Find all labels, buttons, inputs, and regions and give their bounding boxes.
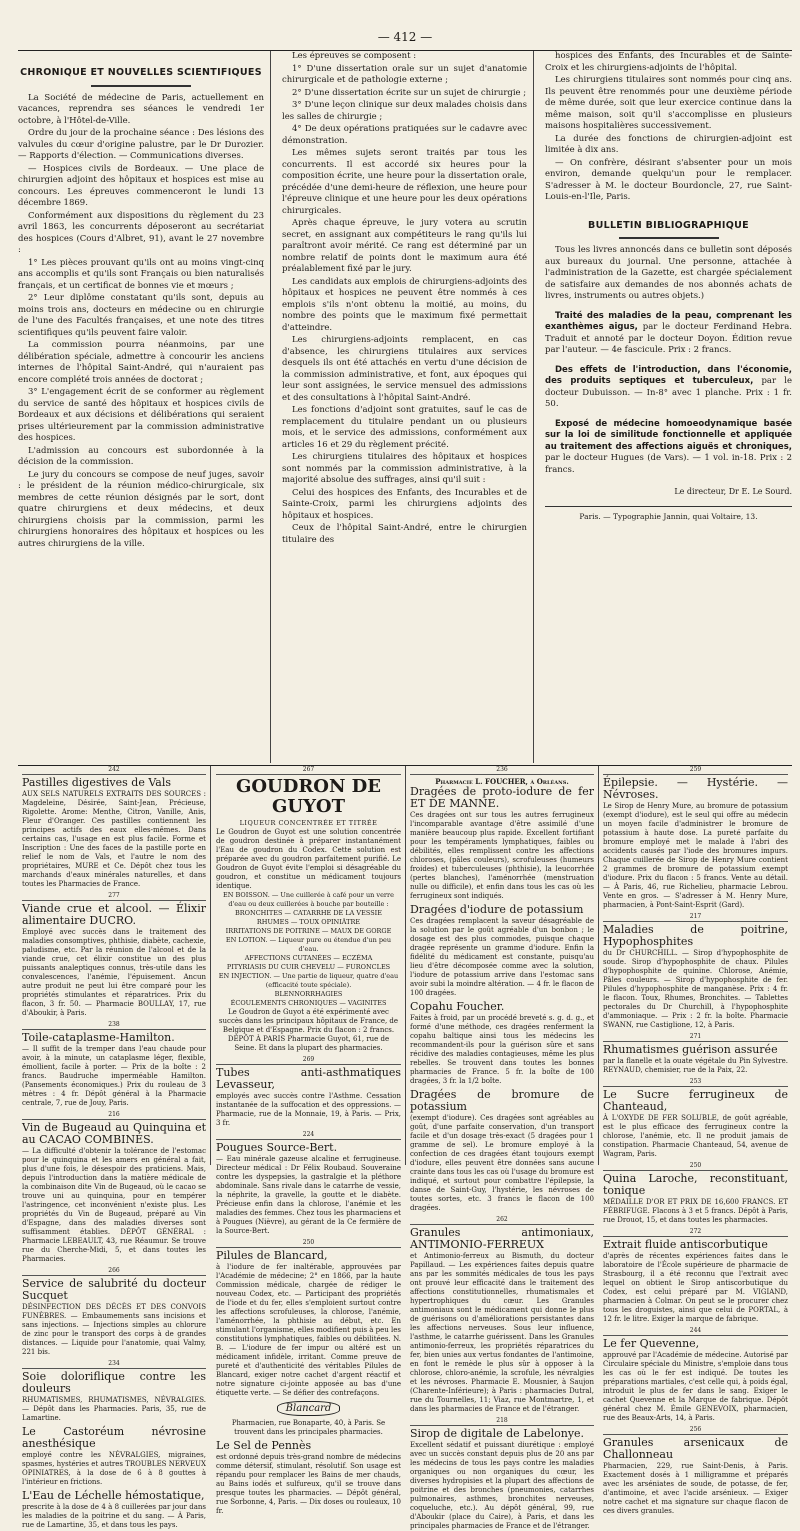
ad-title: Service de salubrité du docteur Sucquet: [22, 1277, 206, 1302]
ad-number: 238: [22, 1021, 206, 1030]
column-3: [539, 51, 792, 763]
ad-list-line: BLENNORRHAGIES: [274, 990, 343, 998]
printer-line: Paris. — Typographie Jannin, quai Voltaire, 13.: [545, 506, 792, 523]
advertisement: [22, 1267, 206, 1357]
paragraph: Les fonctions d'adjoint sont gratuites, sauf le cas de remplacement du titulaire pendant un ou plusieurs mois, et le service des admissions, conformément aux articles 16 et 29 du règlement précité.: [282, 405, 527, 450]
ad-body: Faites à froid, par un procédé breveté s. g. d. g., et formé d'une méthode, ces dragées renferment la copahu baltique ainsi tous les médecins les recommandent-ils pour la guérison sûre et sans récidive des maladies contagieuses, même les plus rebelles. Se trouvent dans toutes les bonnes pharmacies de France. 5 fr. la boîte de 100 dragées, 3 fr. la 1/2 boîte.: [410, 1014, 594, 1085]
advertisement: [216, 1239, 401, 1437]
advertisement: [410, 1216, 594, 1414]
paragraph: Celui des hospices des Enfants, des Incurables et de Sainte-Croix, parmi les chirurgiens adjoints des hôpitaux et hospices.: [282, 487, 527, 521]
paragraph: Les chirurgiens titulaires des hôpitaux et hospices sont nommés par la commission administrative, à la majorité absolue des suffrages, ainsi qu'il suit :: [282, 452, 527, 485]
advertisement: [410, 766, 594, 901]
advertisement: [603, 1162, 788, 1225]
paragraph: — On confrère, désirant s'absenter pour un mois environ, demande quelqu'un pour le remplacer. S'adresser à M. le docteur Bourdoncle, 27, rue Saint-Louis-en-l'Ile, Paris.: [545, 157, 792, 202]
book-details: par le docteur Hugues (de Vars). — 1 vol. in-18. Prix : 2 francs.: [545, 453, 792, 475]
advertisement: [603, 766, 788, 910]
ad-title: L'Eau de Léchelle hémostatique,: [22, 1489, 205, 1502]
paragraph: Après chaque épreuve, le jury votera au scrutin secret, en assignant aux compétiteurs le rang qu'ils lui paraîtront avoir mérité. Ce rang est déterminé par un nombre relatif de points dont le maximum aura été préalablement fixé par le jury.: [282, 218, 527, 274]
ad-title: Épilepsie. — Hystérie. — Névroses.: [603, 776, 788, 801]
ad-body: AUX SELS NATURELS EXTRAITS DES SOURCES : Magdeleine, Désirée, Saint-Jean, Précieuse, Rigolette. Arome: Menthe, Citron, Vanille, Anis, Fleur d'Oranger. Ces pastilles contiennent les principes actifs des eaux elles-mêmes. Dans certains cas, l'usage en est plus facile. Forme et Inscription : Une des faces de la pastille porte en relief le nom de Vals, et l'autre le nom des propriétaires, MURE et Ce. Dépôt chez tous les marchands d'eaux minérales naturelles, et dans toutes les Pharmacies de France.: [22, 790, 206, 888]
ad-column-2: [212, 766, 406, 1515]
bulletin-intro: Tous les livres annoncés dans ce bulletin sont déposés aux bureaux du journal. Une personne, attachée à l'administration de la Gazette, est chargée spécialement de satisfaire aux demandes de nos abonnés achats de livres, instruments ou autres objets.): [545, 245, 792, 301]
bibliography-entry: [545, 419, 792, 477]
ad-body: RHUMATISMES, RHUMATISMES, NÉVRALGIES. — Dépôt dans les Pharmacies. Paris, 35, rue de Lamartine.: [22, 1396, 206, 1422]
ad-title: Pastilles digestives de Vals: [22, 776, 171, 789]
ad-title: Dragées de proto-iodure de fer ET DE MANNE.: [410, 785, 594, 810]
editorial-section: [18, 50, 792, 762]
paragraph: 4° De deux opérations pratiquées sur le cadavre avec démonstration.: [282, 124, 527, 146]
ad-number: 267: [216, 766, 401, 775]
ad-body: — Eau minérale gazeuse alcaline et ferrugineuse. Directeur médical : Dr Félix Roubaud. Souveraine contre les dyspepsies, la gastralgie et la pléthore abdominale. Sans rivale dans le catarrhe de vessie, la néphrite, la gravelle, la goutte et le diabète. Précieuse enfin dans la chlorose, l'anémie et les maladies des femmes. Chez tous les pharmaciens et à Pougues (Nièvre), au gérant de la Ce fermière de la Source-Bert.: [216, 1155, 401, 1235]
section-title-bulletin: BULLETIN BIBLIOGRAPHIQUE: [588, 219, 749, 231]
ad-body: Employé avec succès dans le traitement des maladies consomptives, phthisie, diabète, cachexie, paludisme, etc. Par la réunion de l'alcool et de la viande crue, cet élixir constitue un des plus puissants analeptiques connus, très-utile dans les convalescences, l'anémie, l'épuisement. Ancun autre produit ne peut lui être comparé pour les propriétés stimulantes et réparatrices. Prix du flacon, 3 fr. 50. — Pharmacie BOULLAY, 17, rue d'Aboukir, à Paris.: [22, 928, 206, 1017]
advertisement: [410, 1417, 594, 1531]
ad-body: MÉDAILLE D'OR ET PRIX DE 16,600 FRANCS. ET FÉBRIFUGE. Flacons à 3 et 5 francs. Dépôt à Paris, rue Drouot, 15, et dans toutes les pharmacies.: [603, 1198, 788, 1224]
book-details: par le docteur Ferdinand Hebra. Traduit et annoté par le docteur Doyon. Édition revue par l'auteur. — 4e fascicule. Prix : 2 francs.: [545, 322, 792, 355]
ad-number: 250: [216, 1239, 401, 1248]
paragraph: Les candidats aux emplois de chirurgiens-adjoints des hôpitaux et hospices ne peuvent être nommés à ces emplois s'ils n'ont obtenu la moitié, au moins, du nombre des points que le maximum fixé permettait d'atteindre.: [282, 276, 527, 333]
signature-wrap: [216, 1398, 401, 1419]
ad-number: 244: [603, 1327, 788, 1336]
ad-body: prescrite à la dose de 4 à 8 cuillerées par jour dans les maladies de la poitrine et du sang. — À Paris, rue de Lamartine, 35, et dans tous les pays.: [22, 1503, 206, 1529]
advertisement: [410, 904, 594, 998]
ad-title: Le Castoréum névrosine anesthésique: [22, 1425, 206, 1450]
ad-list-line: IRRITATIONS DE POITRINE — MAUX DE GORGE: [225, 927, 392, 935]
ad-body: Excellent sédatif et puissant diurétique : employé avec un succès constant depuis plus de 20 ans par les médecins de tous les pays contre les maladies organiques ou non organiques du cœur, les diverses hydropisies et la plupart des affections de poitrine et des bronches (pneumonies, catarrhes pulmonaires, asthmes, bronchites nerveuses, coqueluche, etc.). Au dépôt général, 99, rue d'Aboukir (place du Caire), à Paris, et dans les principales pharmacies de France et de l'étranger.: [410, 1441, 594, 1530]
ad-title: Vin de Bugeaud au Quinquina et au CACAO COMBINÉS.: [22, 1121, 206, 1146]
ad-number: 256: [603, 1426, 788, 1435]
ad-number: 253: [603, 1078, 788, 1087]
ad-title: Granules arsenicaux de Challonneau: [603, 1436, 788, 1461]
ad-body: — La difficulté d'obtenir la tolérance de l'estomac pour le quinquina et les amers en général a fait, plus d'une fois, le désespoir des praticiens. Mais, depuis l'introduction dans la matière médicale de la combinaison dite Vin de Bugeaud, où le cacao se trouve uni au quinquina, pour en tempérer l'astringence, cet inconvénient n'existe plus. Les propriétés du Vin de Bugeaud, préparé au Vin d'Espagne, dans des maladies diverses sont suffisamment établies. DÉPÔT GÉNÉRAL : Pharmacie LEBEAULT, 43, rue Réaumur. Se trouve rue du Cherche-Midi, 5, et dans toutes les Pharmacies.: [22, 1147, 206, 1263]
paragraph: 3° L'engagement écrit de se conformer au règlement du service de santé des hôpitaux et hospices civils de Bordeaux et aux décisions et délibérations qui seraient prises ultérieurement par la commission administrative des hospices.: [18, 387, 264, 443]
ad-body: Ces dragées remplacent la saveur désagréable de la solution par le goût agréable d'un bonbon ; le dosage est des plus commodes, puisque chaque dragée représente un gramme d'iodure. Enfin la fidélité du médicament est constante, puisqu'au lieu d'être décomposée comme avec la solution, l'iodure de potassium arrive dans l'estomac sans avoir subi la moindre altération. — 4 fr. le flacon de 100 dragées.: [410, 917, 594, 997]
advertisement: [216, 1056, 401, 1128]
ad-number: 271: [603, 1033, 788, 1042]
paragraph: hospices des Enfants, des Incurables et de Sainte-Croix et les chirurgiens-adjoints de l'hôpital.: [545, 51, 792, 73]
advertisement: [603, 913, 788, 1030]
ad-number: 262: [410, 1216, 594, 1225]
ad-number: 266: [22, 1267, 206, 1276]
paragraph: Les mêmes sujets seront traités par tous les concurrents. Il est accordé six heures pour la composition écrite, une heure pour la dissertation orale, précédée d'une demi-heure de réflexion, une heure pour l'épreuve clinique et une heure pour les deux opérations chirurgicales.: [282, 148, 527, 216]
column-2: [276, 51, 534, 763]
book-details: par le docteur Dubuisson. — In-8° avec 1 planche. Prix : 1 fr. 50.: [545, 376, 792, 409]
ad-list-line: RHUMES — TOUX OPINIÂTRE: [256, 918, 361, 926]
signature-stamp: Blancard: [277, 1401, 341, 1416]
ad-number: 277: [22, 892, 206, 901]
ad-caption: LIQUEUR CONCENTRÉE ET TITRÉE: [239, 819, 378, 827]
paragraph: 2° Leur diplôme constatant qu'ils sont, depuis au moins trois ans, docteurs en médecine ou en chirurgie de l'une des Facultés françaises, et une note des titres scientifiques qu'ils peuvent faire valoir.: [18, 293, 264, 338]
ad-body: employés avec succès contre l'Asthme. Cessation instantanée de la suffocation et des oppressions. — Pharmacie, rue de la Monnaie, 19, à Paris. — Prix, 3 fr.: [216, 1092, 401, 1127]
advertisement: [216, 1131, 401, 1236]
paragraph: — Hospices civils de Bordeaux. — Une place de chirurgien adjoint des hôpitaux et hospices est mise au concours. Les épreuves commenceront le lundi 13 décembre 1869.: [18, 163, 264, 208]
ad-body: À L'OXYDE DE FER SOLUBLE, de goût agréable, est le plus efficace des ferrugineux contre la chlorose, l'anémie, etc. Il ne produit jamais de constipation. Pharmacie Chanteaud, 54, avenue de Wagram, Paris.: [603, 1114, 788, 1158]
ad-number: 250: [603, 1162, 788, 1171]
ad-list-line: EN INJECTION. — Une partie de liqueur, quatre d'eau (efficacité toute spéciale).: [218, 972, 399, 989]
book-title: Exposé de médecine homoeodynamique basée sur la loi de similitude fonctionnelle et appliquée au traitement des affections aiguës et chroniques,: [545, 418, 792, 452]
ad-number: 218: [410, 1417, 594, 1426]
double-rule: [91, 85, 191, 87]
column-1: [18, 51, 271, 763]
paragraph: Les épreuves se composent :: [292, 51, 417, 61]
advertisement: [410, 1001, 594, 1086]
advertisement: [603, 1078, 788, 1159]
ad-list-line: BRONCHITES — CATARRHE DE LA VESSIE: [235, 909, 382, 917]
ad-body: DÉSINFECTION DES DÉCÈS ET DES CONVOIS FUNÈBRES. — Embaumements sans incisions et sans injections. — Injections simples au chlorure de zinc pour le transport des corps à de grandes distances. — Liquide pour l'anatomie, quai Valmy, 221 bis.: [22, 1303, 206, 1356]
ad-title: Dragées de bromure de potassium: [410, 1088, 594, 1113]
ad-title: Tubes anti-asthmatiques Levasseur,: [216, 1066, 401, 1091]
paragraph: Ceux de l'hôpital Saint-André, entre le chirurgien titulaire des: [282, 523, 527, 545]
ad-title: Granules antimoniaux, ANTIMONIO-FERREUX: [410, 1226, 594, 1251]
ad-title: Le Sel de Pennès: [216, 1439, 312, 1452]
double-rule: [619, 237, 719, 239]
ad-body: Le Goudron de Guyot est une solution concentrée de goudron destinée à préparer instantanément l'Eau de goudron du Codex. Cette solution est préparée avec du goudron parfaitement purifié. Le Goudron de Guyot évite l'emploi si désagréable du goudron, et constitue un médicament toujours identique.: [216, 828, 401, 890]
advertisement: [603, 1228, 788, 1324]
paragraph: La durée des fonctions de chirurgien-adjoint est limitée à dix ans.: [545, 133, 792, 155]
ad-number: 216: [22, 1111, 206, 1120]
ad-number: 234: [22, 1360, 206, 1369]
ad-list-line: EN BOISSON. — Une cuillerée à café pour un verre d'eau ou deux cuillerées à bouche par bouteille :: [223, 891, 394, 908]
bibliography-entry: [545, 365, 792, 411]
paragraph: Le jury du concours se compose de neuf juges, savoir : le président de la réunion médico-chirurgicale, six membres de cette réunion désignés par le sort, dont quatre chirurgiens et deux médecins, et deux chirurgiens choisis par la commission, parmi les chirurgiens honoraires des hôpitaux et hospices ou les autres chirurgiens de la ville.: [18, 469, 264, 549]
page-number: — 412 —: [377, 30, 433, 44]
advertisement: [22, 1111, 206, 1264]
ad-body: et Antimonio-ferreux au Bismuth, du docteur Papillaud. — Les expériences faites depuis quatre ans par les sommités médicales de tous les pays ont prouvé leur efficacité dans le traitement des affections constitutionnelles, rhumatismales et hypertrophiques du cœur. Les Granules antimoniaux sont le médicament qui donne le plus de guérisons ou d'améliorations persistantes dans les affections nerveuses. Sous leur influence, l'asthme, le catarrhe guérissent. Dans les Granules antimonio-ferreux, les propriétés réparatrices du fer, bien unies aux vertus fondantes de l'antimoine, en font le remède le plus sûr à opposer à la chlorose, chloro-anémie, la scrofule, les névralgies et les névroses. Pharmacie E. Mousnier, à Saujon (Charente-Inférieure); à Paris : pharmacies Dutral, rue du Tournelles, 11; Viaz, rue Montmartre, 1, et dans les pharmacies de France et de l'étranger.: [410, 1252, 594, 1413]
paragraph: L'admission au concours est subordonnée à la décision de la commission.: [18, 445, 264, 467]
ad-title: Viande crue et alcool. — Élixir alimentaire DUCRO.: [22, 902, 206, 927]
paragraph: Conformément aux dispositions du règlement du 23 avril 1863, les concurrents déposeront au secrétariat des hospices (Cours d'Albret, 91), avant le 27 novembre :: [18, 210, 264, 255]
ad-title: Rhumatismes guérison assurée: [603, 1043, 778, 1056]
ad-title: Copahu Foucher.: [410, 1000, 505, 1013]
ad-title: Extrait fluide antiscorbutique: [603, 1238, 768, 1251]
ad-title: Pougues Source-Bert.: [216, 1141, 338, 1154]
ad-header: Pharmacie L. FOUCHER, à Orléans.: [435, 777, 569, 786]
paragraph: 3° D'une leçon clinique sur deux malades choisis dans les salles de chirurgie ;: [282, 100, 527, 122]
advertisement: [603, 1327, 788, 1423]
ad-title: Toile-cataplasme-Hamilton.: [22, 1031, 175, 1044]
paragraph: Les chirurgiens-adjoints remplacent, en cas d'absence, les chirurgiens titulaires aux services desquels ils ont été attachés en vertu d'une décision de la commission administrative, et font, aux époques qui leur sont assignées, le service mensuel des admissions et des consultations à l'hôpital Saint-André.: [282, 335, 527, 403]
book-title: Des effets de l'introduction, dans l'économie, des produits septiques et tuberculeux,: [545, 364, 792, 386]
ad-footer: Pharmacien, rue Bonaparte, 40, à Paris. Se trouvent dans les principales pharmacies.: [231, 1419, 386, 1436]
ad-body: approuvé par l'Académie de médecine. Autorisé par Circulaire spéciale du Ministre, s'emploie dans tous les cas où le fer est indiqué. De toutes les préparations martiales, c'est celle qui, à poids égal, introduit le plus de fer dans le sang. Exiger le cachet Quevenne et la Marque de fabrique. Dépôt général chez M. Émile GENEVOIX, pharmacien, rue des Beaux-Arts, 14, à Paris.: [603, 1351, 788, 1422]
paragraph: Ordre du jour de la prochaine séance : Des lésions des valvules du cœur d'origine palustre, par le Dr Durozier. — Rapports d'élection. — Communications diverses.: [18, 128, 264, 161]
advertisements-section: [18, 765, 792, 1530]
ad-body: par la flanelle et la ouate végétale du Pin Sylvestre. REYNAUD, chemisier, rue de la Paix, 22.: [603, 1057, 788, 1074]
ad-number: 269: [216, 1056, 401, 1065]
ad-body: — Il suffit de la tremper dans l'eau chaude pour avoir, à la minute, un cataplasme léger, flexible, émollient, facile à porter. — Prix de la boîte : 2 francs. Baudruche imperméable Hamilton. (Pansements économiques.) Prix du rouleau de 3 mètres : 4 fr. Dépôt général à la Pharmacie centrale, 7, rue de Jouy, Paris.: [22, 1045, 206, 1107]
ad-list-line: PITYRIASIS DU CUIR CHEVELU — FURONCLES: [226, 963, 391, 971]
ad-body: employé contre les NÉVRALGIES, migraines, spasmes, hystéries et autres TROUBLES NERVEUX OPINIATRES, à la dose de 6 à 8 gouttes à l'intérieur en frictions.: [22, 1451, 207, 1486]
advertisement: [22, 1490, 206, 1530]
advertisement: [216, 1440, 401, 1516]
ad-list-line: EN LOTION. — Liqueur pure ou étendue d'un peu d'eau.: [225, 936, 392, 953]
ad-body: Ces dragées ont sur tous les autres ferrugineux l'incomparable avantage d'être assimilé d'une manière beaucoup plus rapide. Excellent fortifiant pour les tempéraments lymphatiques, faibles ou débilités, elles remplissent contre les affections chloroses, (pâles couleurs), scrofuleuses (humeurs froides) et tuberculeuses (phthisie), la leucorrhée (pertes blanches), l'aménorrhée (menstruation nulle ou difficile), et enfin dans tous les cas où les ferrugineux sont indiqués.: [410, 811, 594, 900]
ad-number: 242: [22, 766, 206, 775]
advertisement: [22, 1021, 206, 1108]
paragraph: 2° D'une dissertation écrite sur un sujet de chirurgie ;: [292, 87, 527, 98]
bibliography-entry: [545, 311, 792, 357]
ad-headline: GOUDRON DE GUYOT: [235, 776, 382, 817]
ad-body: (exempt d'iodure). Ces dragées sont agréables au goût, d'une parfaite conservation, d'un transport facile et d'un dosage très-exact (5 dragées pour 1 gramme de sel). Le bromure employé à la confection de ces dragées étant toujours exempt d'iodure, elles peuvent être données sans aucune crainte dans tous les cas où l'usage du bromure est indiqué, et surtout pour combattre l'épilepsie, la danse de Saint-Guy, l'hystérie, les névroses de toutes sortes, etc. 3 francs le flacon de 100 dragées.: [410, 1114, 594, 1212]
ad-list-line: AFFECTIONS CUTANÉES — ECZÉMA: [244, 954, 373, 962]
advertisement: [22, 766, 206, 889]
ad-body: du Dr CHURCHILL. — Sirop d'hypophosphite de soude. Sirop d'hypophosphite de chaux. Pilules d'hypophosphite de quinine. Chlorose, Anémie, Pâles couleurs. — Sirop d'hypophosphite de fer. Pilules d'hypophosphite de manganèse. Prix : 4 fr. le flacon. Toux, Rhumes, Bronchites. — Tablettes pectorales du Dr Churchill, à l'hypophosphite d'ammoniaque. — Prix : 2 fr. la boîte. Pharmacie SWANN, rue Castiglione, 12, à Paris.: [603, 949, 788, 1029]
ad-title: Dragées d'iodure de potassium: [410, 903, 584, 916]
ad-title: Le Sucre ferrugineux de Chanteaud,: [603, 1088, 788, 1113]
ad-body: Le Sirop de Henry Mure, au bromure de potassium (exempt d'iodure), est le seul qui offre au médecin un moyen facile d'administrer le bromure de potassium à haute dose. La pureté parfaite du bromure employé met le malade à l'abri des accidents causés par l'iode des bromures impurs. Chaque cuillerée de Sirop de Henry Mure contient 2 grammes de bromure de potassium exempt d'iodure. Prix du flacon : 5 francs. Vente au détail. — À Paris, 46, rue Richelieu, pharmacie Lebrou. Vente en gros. — S'adresser à M. Henry Mure, pharmacien, à Pont-Saint-Esprit (Gard).: [603, 802, 788, 909]
ad-title: Le fer Quevenne,: [603, 1337, 700, 1350]
ad-list-line: ÉCOULEMENTS CHRONIQUES — VAGINITES: [230, 999, 387, 1007]
ad-number: 236: [410, 766, 594, 775]
advertisement: [216, 766, 401, 1053]
paragraph: Les chirurgiens titulaires sont nommés pour cinq ans. Ils peuvent être renommés pour une deuxième période de même durée, soit que leur exercice continue dans la même maison, soit qu'il s'accomplisse en plusieurs maisons hospitalières successivement.: [545, 75, 792, 131]
ad-number: 217: [603, 913, 788, 922]
advertisement: [603, 1426, 788, 1516]
ad-number: 259: [603, 766, 788, 775]
section-title-chronique: CHRONIQUE ET NOUVELLES SCIENTIFIQUES: [20, 67, 262, 78]
ad-title: Soie doloriflique contre les douleurs: [22, 1370, 206, 1395]
advertisement: [22, 892, 206, 1018]
ad-title: Maladies de poitrine, Hypophosphites: [603, 923, 788, 948]
ad-title: Quina Laroche, reconstituant, tonique: [603, 1172, 788, 1197]
paragraph: 1° Les pièces prouvant qu'ils ont au moins vingt-cinq ans accomplis et qu'ils sont Français ou bien naturalisés français, et un certificat de bonnes vie et mœurs ;: [18, 257, 264, 291]
newspaper-page: [18, 0, 792, 1530]
ad-number: 224: [216, 1131, 401, 1140]
ad-column-4: [599, 766, 792, 1515]
advertisement: [410, 1089, 594, 1213]
ad-column-1: [18, 766, 211, 1529]
ad-body: Pharmacien, 229, rue Saint-Denis, à Paris. Exactement dosés à 1 milligramme et préparés avec les arséniates de soude, de potasse, de fer, d'antimoine, et avec l'acide arsénieux. — Exiger notre cachet et ma signature sur chaque flacon de ces divers granules.: [603, 1462, 788, 1515]
advertisement: [22, 1360, 206, 1423]
ad-body: d'après de récentes expériences faites dans le laboratoire de l'École supérieure de pharmacie de Strasbourg, il a été reconnu que l'extrait avec lequel on obtient le Sirop antiscorbutique du Codex, est celui préparé par M. VIGIAND, pharmacien à Colmar. On peut se le procurer chez tous les droguistes, ainsi que celui de PORTAL, à 12 fr. le litre. Exiger la marque de fabrique.: [603, 1252, 788, 1323]
ad-column-3: [406, 766, 599, 1530]
ad-title: Pilules de Blancard,: [216, 1249, 328, 1262]
ad-number: 272: [603, 1228, 788, 1237]
ad-body: est ordonné depuis très-grand nombre de médecins comme détersif, stimulant, résolutif. Son usage est répandu pour remplacer les Bains de mer chauds, au Bains iodés et sulfureux, qu'il se trouve dans presque toutes les pharmacies. — Dépôt général, rue Sorbonne, 4, Paris. — Dix doses ou rouleaux, 10 fr.: [216, 1453, 401, 1515]
ad-body: à l'iodure de fer inaltérable, approuvées par l'Académie de médecine; 2° en 1866, par la haute Commission médicale, chargée de rédiger le nouveau Codex, etc. — Participant des propriétés de l'iode et du fer, elles s'emploient surtout contre les affections scrofuleuses, la chlorose, l'anémie, l'aménorrhée, la phthisie au début, etc. En stimulant l'organisme, elles modifient puis à peu les constitutions lymphatiques, faibles ou débilitées. N. B. — L'iodure de fer impur ou altéré est un médicament infidèle, irritant. Comme preuve de pureté et d'authenticité des véritables Pilules de Blancard, exiger notre cachet d'argent réactif et notre signature ci-jointe apposée au bas d'une étiquette verte. — Se défier des contrefaçons.: [216, 1263, 401, 1397]
ad-title: Sirop de digitale de Labelonye.: [410, 1427, 585, 1440]
advertisement: [603, 1033, 788, 1075]
paragraph: 1° D'une dissertation orale sur un sujet d'anatomie chirurgicale et de pathologie externe ;: [282, 63, 527, 85]
director-signature: Le directeur, Dr E. Le Sourd.: [674, 487, 792, 496]
ad-footer: Le Goudron de Guyot a été expérimenté avec succès dans les principaux hôpitaux de France, de Belgique et d'Espagne. Prix du flacon : 2 francs. DÉPÔT À PARIS Pharmacie Guyot, 61, rue de Seine. Et dans la plupart des pharmacies.: [218, 1008, 399, 1052]
book-title: Traité des maladies de la peau, comprenant les exanthèmes aigus,: [545, 310, 792, 332]
advertisement: [22, 1426, 206, 1487]
paragraph: La commission pourra néanmoins, par une délibération spéciale, admettre à concourir les anciens internes de l'hôpital Saint-André, qui n'auraient pas encore complété trois années de doctorat ;: [18, 340, 264, 385]
paragraph: La Société de médecine de Paris, actuellement en vacances, reprendra ses séances le vendredi 1er octobre, à l'Hôtel-de-Ville.: [18, 92, 264, 126]
